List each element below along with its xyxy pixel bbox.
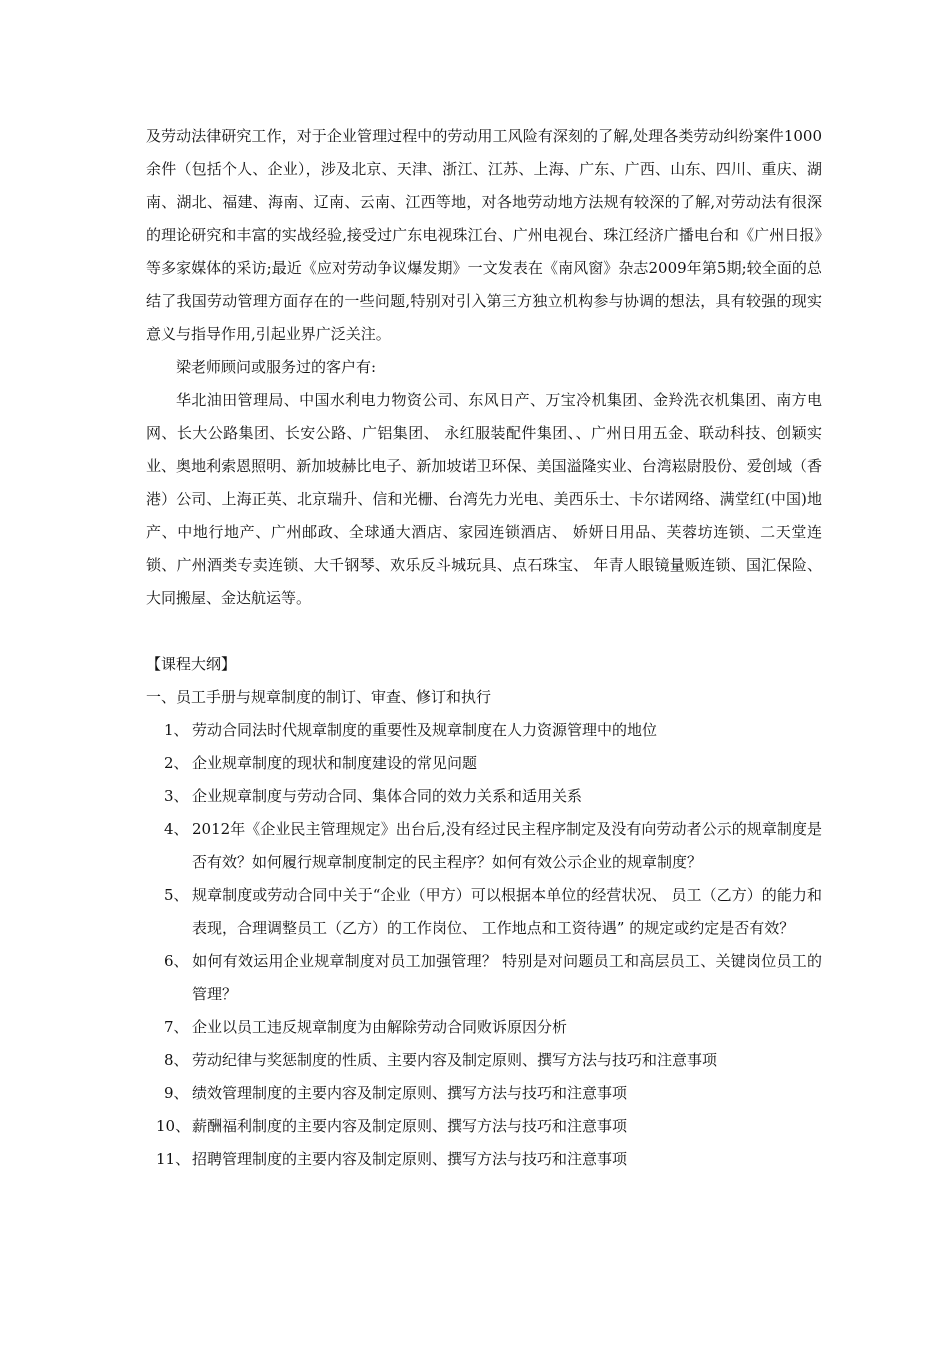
outline-heading: 【课程大纲】 [146,655,237,673]
item-number: 6、 [164,952,189,970]
clients-intro: 梁老师顾问或服务过的客户有: [176,358,377,376]
item-text: 薪酬福利制度的主要内容及制定原则、撰写方法与技巧和注意事项 [192,1117,628,1135]
item-text: 企业以员工违反规章制度为由解除劳动合同败诉原因分析 [192,1018,568,1036]
outline-item [164,879,822,945]
intro-paragraph: 及劳动法律研究工作，对于企业管理过程中的劳动用工风险有深刻的了解,处理各类劳动纠纷案件1000余件（包括个人、企业），涉及北京、天津、浙江、江苏、上海、广东、广西、山东、四川、重庆、湖南、湖北、福建、海南、辽南、云南、江西等地，对各地劳动地方法规有较深的了解,对劳动法有很深的理论研究和丰富的实战经验,接受过广东电视珠江台、广州电视台、珠江经济广播电台和《广州日报》等多家媒体的采访;最近《应对劳动争议爆发期》一文发表在《南风窗》杂志2009年第5期;较全面的总结了我国劳动管理方面存在的一些问题,特别对引入第三方独立机构参与协调的想法，具有较强的现实意义与指导作用,引起业界广泛关注。 [146,127,822,343]
item-number: 7、 [164,1018,189,1036]
clients-list: 华北油田管理局、中国水利电力物资公司、东风日产、万宝冷机集团、金羚洗衣机集团、南方电网、长大公路集团、长安公路、广铝集团、 永红服装配件集团、、广州日用五金、联动科技、创颖实业、奥地利索恩照明、新加坡赫比电子、新加坡诺卫环保、美国溢隆实业、台湾崧尉股份、爱创域（香港）公司、上海正英、北京瑞升、信和光栅、台湾先力光电、美西乐士、卡尔诺网络、满堂红(中国)地产、中地行地产、广州邮政、全球通大酒店、家园连锁酒店、 娇妍日用品、芙蓉坊连锁、二天堂连锁、广州酒类专卖连锁、大千钢琴、欢乐反斗城玩具、点石珠宝、 年青人眼镜量贩连锁、国汇保险、大同搬屋、金达航运等。 [146,391,822,607]
item-number: 9、 [164,1084,189,1102]
item-number: 4、 [164,820,189,838]
item-text: 企业规章制度与劳动合同、集体合同的效力关系和适用关系 [192,787,583,805]
item-text: 2012年《企业民主管理规定》出台后,没有经过民主程序制定及没有向劳动者公示的规章制度是否有效？如何履行规章制度制定的民主程序？如何有效公示企业的规章制度？ [192,820,822,871]
item-number: 11、 [156,1150,191,1168]
item-text: 招聘管理制度的主要内容及制定原则、撰写方法与技巧和注意事项 [192,1150,628,1168]
outline-item [156,1143,822,1176]
outline-item [164,1044,822,1077]
item-number: 1、 [164,721,189,739]
outline-item [164,945,822,1011]
item-text: 劳动纪律与奖惩制度的性质、主要内容及制定原则、撰写方法与技巧和注意事项 [192,1051,718,1069]
outline-section-title: 一、员工手册与规章制度的制订、审查、修订和执行 [146,688,492,706]
outline-item [164,780,822,813]
outline-item [164,747,822,780]
item-text: 如何有效运用企业规章制度对员工加强管理？ 特别是对问题员工和高层员工、关键岗位员工的管理？ [192,952,822,1003]
item-text: 劳动合同法时代规章制度的重要性及规章制度在人力资源管理中的地位 [192,721,658,739]
outline-item [164,1077,822,1110]
item-text: 规章制度或劳动合同中关于“企业（甲方）可以根据本单位的经营状况、 员工（乙方）的能力和表现，合理调整员工（乙方）的工作岗位、 工作地点和工资待遇” 的规定或约定是否有效？ [192,886,822,937]
outline-item [156,1110,822,1143]
item-number: 8、 [164,1051,189,1069]
item-text: 企业规章制度的现状和制度建设的常见问题 [192,754,478,772]
outline-item [164,1011,822,1044]
item-number: 10、 [156,1117,191,1135]
item-number: 3、 [164,787,189,805]
item-number: 2、 [164,754,189,772]
outline-item [164,714,822,747]
outline-item [164,813,822,879]
item-text: 绩效管理制度的主要内容及制定原则、撰写方法与技巧和注意事项 [192,1084,628,1102]
outline-list [146,714,822,1176]
spacer [146,615,822,648]
item-number: 5、 [164,886,189,904]
